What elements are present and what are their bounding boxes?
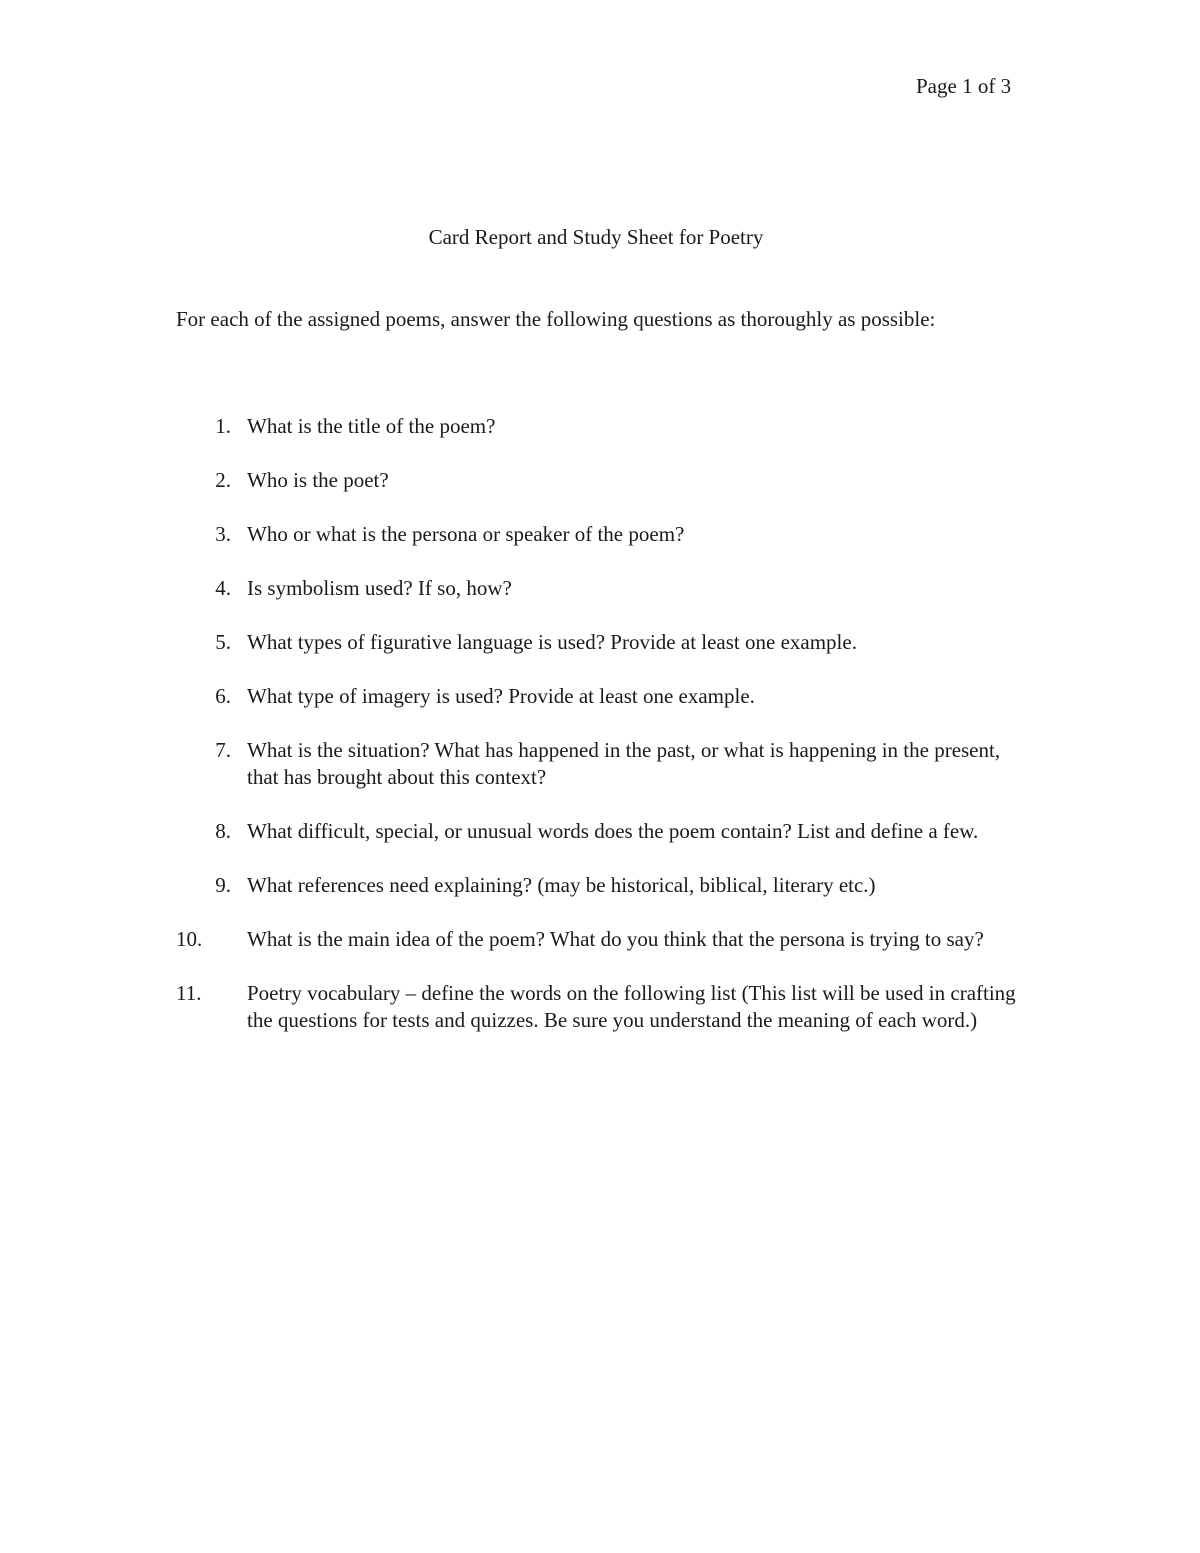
question-text: Is symbolism used? If so, how? (247, 576, 512, 600)
question-number: 6. (215, 684, 231, 708)
question-number: 8. (215, 819, 231, 843)
question-text: What references need explaining? (may be historical, biblical, literary etc.) (247, 873, 876, 897)
question-item-4 (176, 575, 1026, 602)
question-text: What types of figurative language is used? Provide at least one example. (247, 630, 857, 654)
question-number: 5. (215, 630, 231, 654)
question-text: What type of imagery is used? Provide at least one example. (247, 684, 755, 708)
question-item-1 (176, 413, 1026, 440)
page-number: Page 1 of 3 (916, 74, 1012, 98)
intro-paragraph: For each of the assigned poems, answer the following questions as thoroughly as possible: (176, 307, 936, 331)
question-number: 1. (215, 414, 231, 438)
document-title: Card Report and Study Sheet for Poetry (428, 225, 764, 249)
question-item-7 (176, 737, 1026, 791)
question-item-6 (176, 683, 1026, 710)
question-item-11 (176, 980, 1026, 1034)
question-text: What is the main idea of the poem? What do you think that the persona is trying to say? (247, 927, 984, 951)
question-item-8 (176, 818, 1026, 845)
question-number: 9. (215, 873, 231, 897)
question-list (176, 413, 1026, 1061)
question-text: Who is the poet? (247, 468, 389, 492)
question-number: 3. (215, 522, 231, 546)
question-text: What is the situation? What has happened in the past, or what is happening in the present, that has brought about this context? (247, 738, 1001, 789)
question-number: 10. (176, 927, 203, 951)
question-number: 2. (215, 468, 231, 492)
question-number: 7. (215, 738, 231, 762)
question-item-10 (176, 926, 1026, 953)
question-text: What is the title of the poem? (247, 414, 496, 438)
question-text: What difficult, special, or unusual words does the poem contain? List and define a few. (247, 819, 979, 843)
question-item-2 (176, 467, 1026, 494)
question-item-5 (176, 629, 1026, 656)
question-number: 11. (176, 981, 202, 1005)
question-number: 4. (215, 576, 231, 600)
question-item-9 (176, 872, 1026, 899)
question-item-3 (176, 521, 1026, 548)
question-text: Poetry vocabulary – define the words on the following list (This list will be used in crafting the questions for tests and quizzes. Be sure you understand the meaning of each word.) (247, 981, 1016, 1032)
question-text: Who or what is the persona or speaker of the poem? (247, 522, 685, 546)
